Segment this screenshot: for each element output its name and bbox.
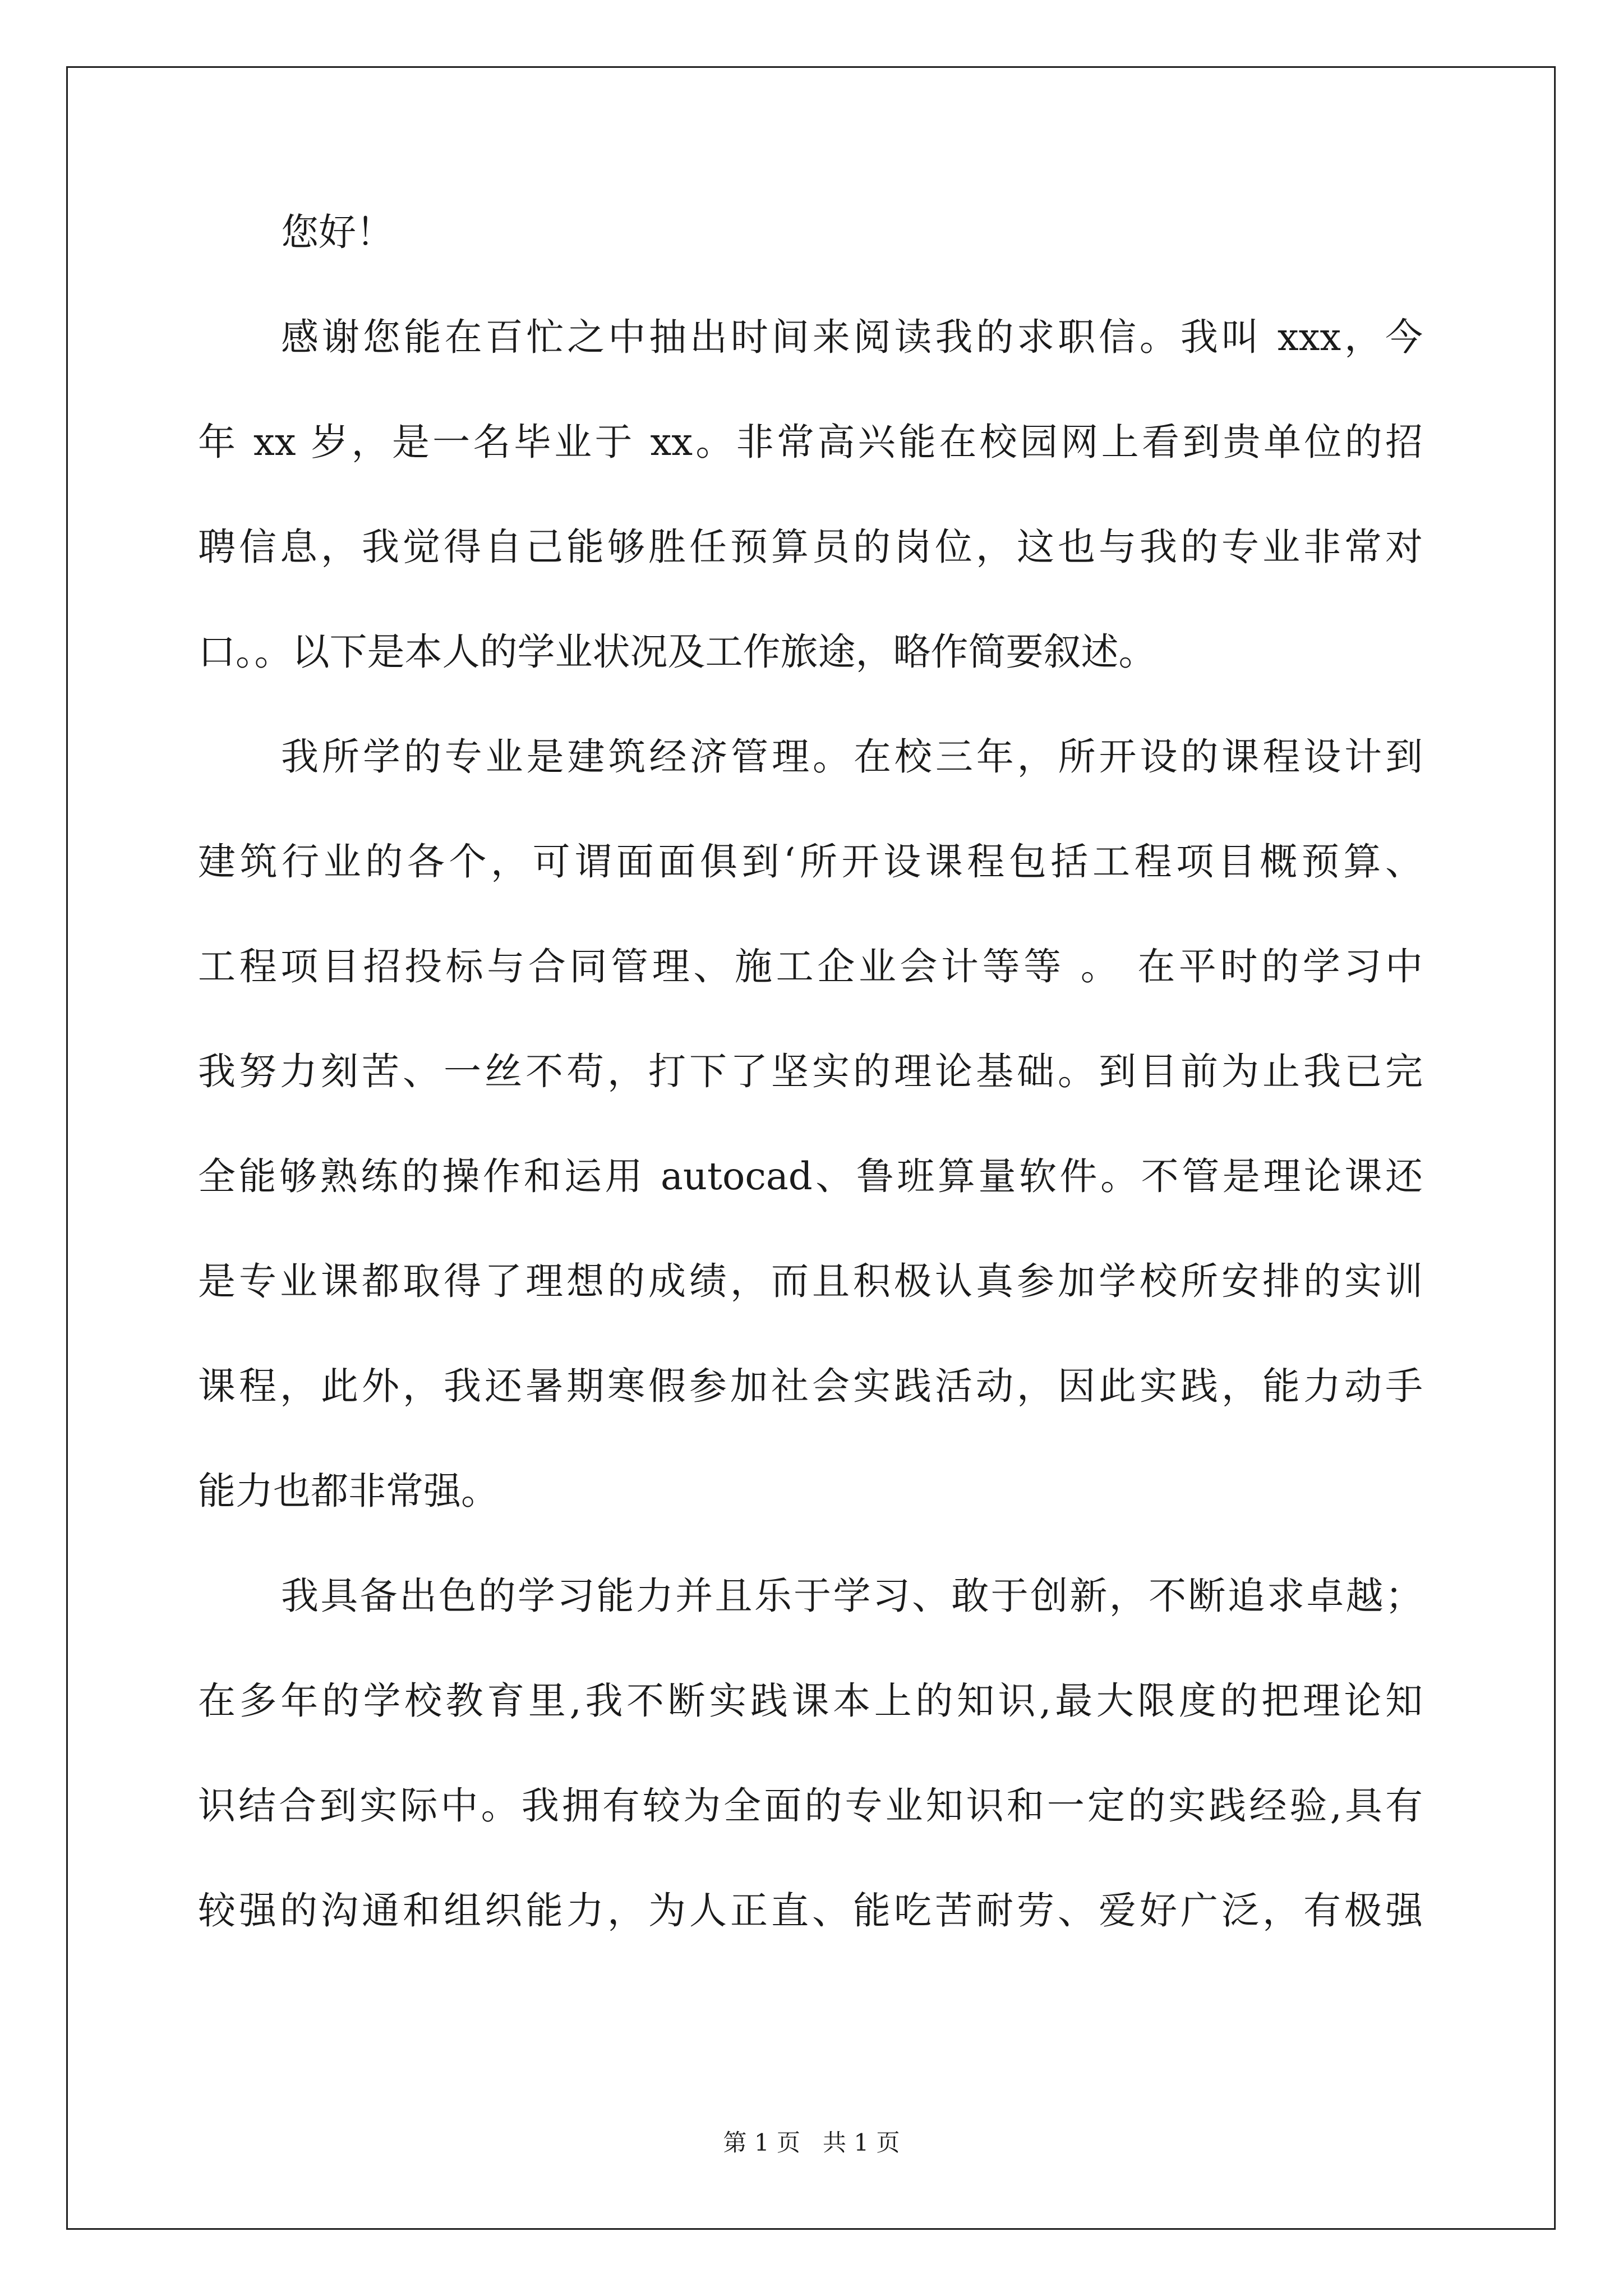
text-line: 在多年的学校教育里,我不断实践课本上的知识,最大限度的把理论知 (198, 1679, 1423, 1723)
text-line: 我所学的专业是建筑经济管理。在校三年，所开设的课程设计到 (281, 735, 1423, 779)
letter-body (198, 206, 1423, 1989)
text-line: 聘信息，我觉得自己能够胜任预算员的岗位，这也与我的专业非常对 (198, 525, 1423, 569)
text-line: 能力也都非常强。 (198, 1469, 499, 1513)
text-line: 年 xx 岁，是一名毕业于 xx。非常高兴能在校园网上看到贵单位的招 (198, 420, 1423, 464)
text-line: 是专业课都取得了理想的成绩，而且积极认真参加学校所安排的实训 (198, 1259, 1423, 1303)
text-line: 您好！ (281, 210, 394, 254)
text-line: 建筑行业的各个，可谓面面俱到‘所开设课程包括工程项目概预算、 (198, 840, 1423, 884)
text-line: 全能够熟练的操作和运用 autocad、鲁班算量软件。不管是理论课还 (198, 1154, 1423, 1198)
page-number-footer: 第 1 页 共 1 页 (723, 2129, 900, 2156)
text-line: 识结合到实际中。我拥有较为全面的专业知识和一定的实践经验,具有 (198, 1784, 1423, 1828)
text-line: 感谢您能在百忙之中抽出时间来阅读我的求职信。我叫 xxx，今 (281, 315, 1423, 359)
text-line: 我努力刻苦、一丝不苟，打下了坚实的理论基础。到目前为止我已完 (198, 1050, 1423, 1093)
text-line: 我具备出色的学习能力并且乐于学习、敢于创新，不断追求卓越； (281, 1574, 1423, 1618)
text-line: 工程项目招投标与合同管理、施工企业会计等等 。 在平时的学习中 (198, 945, 1423, 988)
text-line: 较强的沟通和组织能力，为人正直、能吃苦耐劳、爱好广泛，有极强 (198, 1889, 1423, 1932)
text-line: 课程，此外，我还暑期寒假参加社会实践活动，因此实践，能力动手 (198, 1364, 1423, 1408)
text-line: 口。。以下是本人的学业状况及工作旅途，略作简要叙述。 (198, 630, 1156, 674)
